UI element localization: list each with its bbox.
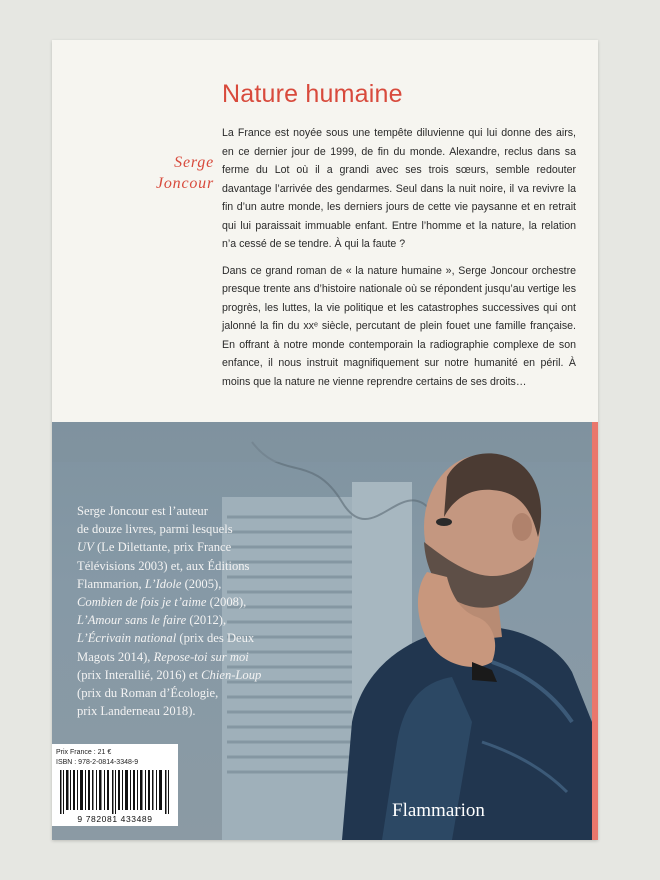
author-photo [52,422,592,840]
book-title: Nature humaine [222,80,403,108]
author-last-name: Joncour [155,175,214,192]
bio-line: L’Amour sans le faire (2012), [77,613,227,628]
book-back-cover [52,40,598,840]
bio-line: prix Landerneau 2018). [77,704,196,719]
bio-line: UV (Le Dilettante, prix France [77,540,232,555]
bio-line: de douze livres, parmi lesquels [77,522,233,537]
author-first-name: Serge [174,154,214,171]
blurb-paragraph-2: Dans ce grand roman de « la nature humaine », Serge Joncour orchestre presque trente ans d’histoire nationale où se répondent jusqu’au vertige les progrès, les luttes, la vie politique et les catastrophes successives qui ont jalonné la fin du xxᵉ siècle, percutant de plein fouet une famille française. En offrant à notre monde contemporain la radiographie complexe de son enfance, il nous instruit magnifiquement sur notre humanité en péril. À moins que la nature ne vienne reprendre certains de ses droits… [222,264,576,388]
price-text: Prix France : 21 € [56,749,112,756]
blurb-paragraph-1: La France est noyée sous une tempête diluvienne qui lui donne des airs, en ce dernier jour de 1999, de fin du monde. Alexandre, reclus dans sa ferme du Lot où il a grandi avec ses trois sœurs, semble redouter davantage l’arrivée des gendarmes. Seul dans la nuit noire, il va revivre la fin d’un autre monde, les derniers jours de cette vie paysanne et en retrait qui lui paraissait immuable enfant. Entre l’homme et la nature, la relation n’a cessé de se tendre. À qui la faute ? [222,127,576,250]
bio-line: (prix Interallié, 2016) et Chien-Loup [77,667,262,682]
bio-line: Combien de fois je t’aime (2008), [77,595,247,610]
bio-line: (prix du Roman d’Écologie, [77,686,219,701]
barcode-icon [58,770,172,814]
red-spine-edge [592,422,598,840]
publisher-logo: Flammarion [392,800,485,821]
barcode-label [52,744,178,826]
author-bio [77,502,292,720]
barcode-number: 9 782081 433489 [77,814,153,824]
book-blurb [222,124,576,399]
bio-line: L’Écrivain national (prix des Deux [77,631,255,646]
price-isbn [52,744,178,768]
author-name [134,152,214,194]
isbn-text: ISBN : 978-2-0814-3348-9 [56,759,139,766]
bio-line: Flammarion, L’Idole (2005), [77,576,222,591]
bio-line: Serge Joncour est l’auteur [77,504,208,518]
bio-line: Magots 2014), Repose-toi sur moi [77,649,249,664]
bio-line: Télévisions 2003) et, aux Éditions [77,558,250,573]
